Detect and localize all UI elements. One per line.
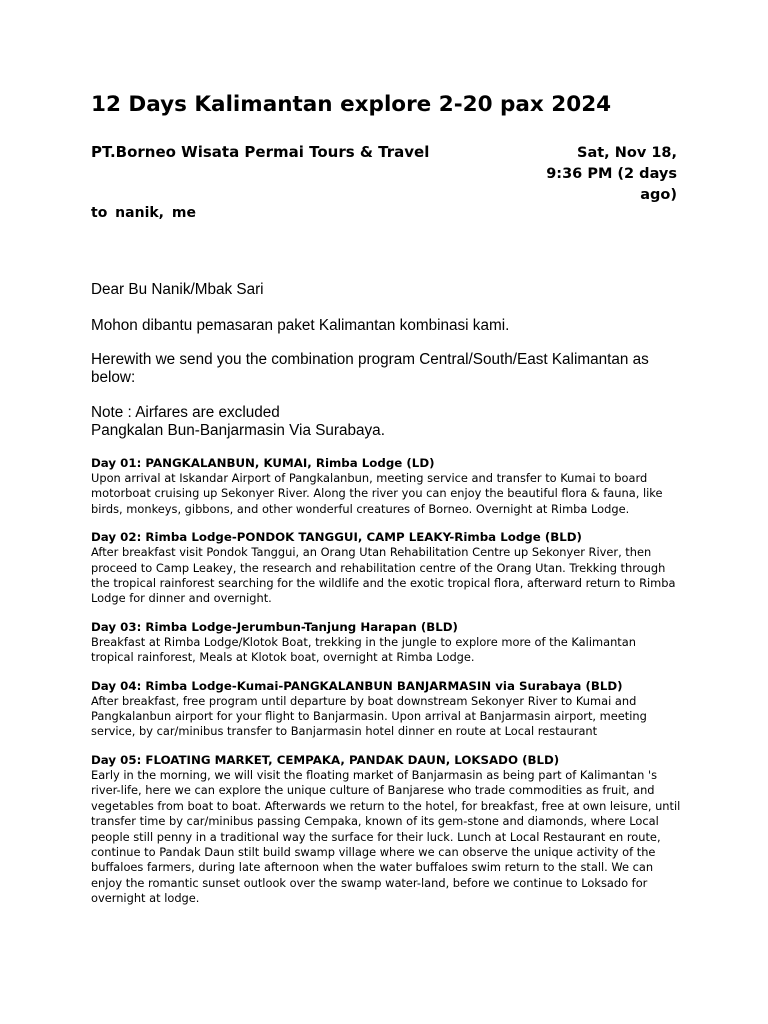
- day-title: Day 05: FLOATING MARKET, CEMPAKA, PANDAK DAUN, LOKSADO (BLD): [91, 752, 560, 767]
- recipients-line[interactable]: to nanik, me: [91, 205, 196, 221]
- day-description: Upon arrival at Iskandar Airport of Pangkalanbun, meeting service and transfer to Kumai to board motorboat cruising up Sekonyer River. Along the river you can enjoy the beautiful flora & fauna, like birds, monkeys, gibbons, and other wonderful creatures of Borneo. Overnight at Rimba Lodge.: [91, 471, 663, 516]
- email-date: Sat, Nov 18, 9:36 PM (2 days ago): [546, 145, 677, 203]
- itinerary-day: [91, 619, 681, 666]
- greeting: Dear Bu Nanik/Mbak Sari: [91, 281, 264, 298]
- itinerary-day: [91, 752, 681, 907]
- day-description: After breakfast, free program until departure by boat downstream Sekonyer River to Kumai and Pangkalanbun airport for your flight to Banjarmasin. Upon arrival at Banjarmasin airport, meeting service, by car/minibus transfer to Banjarmasin hotel dinner en route at Local restaurant: [91, 693, 647, 739]
- note-route: Pangkalan Bun-Banjarmasin Via Surabaya.: [91, 422, 385, 439]
- day-description: Early in the morning, we will visit the floating market of Banjarmasin as being part of Kalimantan 's river-life, here we can explore the unique culture of Banjarese who trade commodities as fruit, and vegetables from boat to boat. Afterwards we return to the hotel, for breakfast, free at own leisure, until transfer time by car/minibus passing Cempaka, known of its gem-stone and diamonds, where Local people still penny in a traditional way the surface for their luck. Lunch at Local Restaurant en route, continue to Pandak Daun stilt build swamp village where we can observe the unique activity of the buffaloes farmers, during late afternoon when the water buffaloes swim return to the stall. We can enjoy the romantic sunset outlook over the swamp water-land, before we continue to Loksado for overnight at lodge.: [91, 767, 681, 906]
- day-description: After breakfast visit Pondok Tanggui, an Orang Utan Rehabilitation Centre up Sekonyer River, then proceed to Camp Leakey, the research and rehabilitation centre of the Orang Utan. Trekking through the tropical rainforest searching for the wildlife and the exotic tropical flora, afterward return to Rimba Lodge for dinner and overnight.: [91, 545, 676, 606]
- day-title: Day 04: Rimba Lodge-Kumai-PANGKALANBUN BANJARMASIN via Surabaya (BLD): [91, 678, 623, 693]
- day-title: Day 03: Rimba Lodge-Jerumbun-Tanjung Harapan (BLD): [91, 619, 458, 634]
- intro-text: Herewith we send you the combination program Central/South/East Kalimantan as below:: [91, 351, 649, 386]
- itinerary-day: [91, 678, 681, 740]
- email-subject: 12 Days Kalimantan explore 2-20 pax 2024: [91, 92, 612, 117]
- note-block: [91, 404, 681, 440]
- itinerary-day: [91, 455, 681, 517]
- request-text: Mohon dibantu pemasaran paket Kalimantan kombinasi kami.: [91, 317, 510, 334]
- itinerary-day: [91, 529, 681, 607]
- itinerary: [91, 455, 681, 919]
- day-title: Day 01: PANGKALANBUN, KUMAI, Rimba Lodge (LD): [91, 456, 435, 470]
- day-title: Day 02: Rimba Lodge-PONDOK TANGGUI, CAMP LEAKY-Rimba Lodge (BLD): [91, 530, 582, 545]
- day-description: Breakfast at Rimba Lodge/Klotok Boat, trekking in the jungle to explore more of the Kalimantan tropical rainforest, Meals at Klotok boat, overnight at Rimba Lodge.: [91, 634, 636, 665]
- note-airfares: Note : Airfares are excluded: [91, 404, 280, 421]
- sender-name[interactable]: PT.Borneo Wisata Permai Tours & Travel: [91, 143, 430, 161]
